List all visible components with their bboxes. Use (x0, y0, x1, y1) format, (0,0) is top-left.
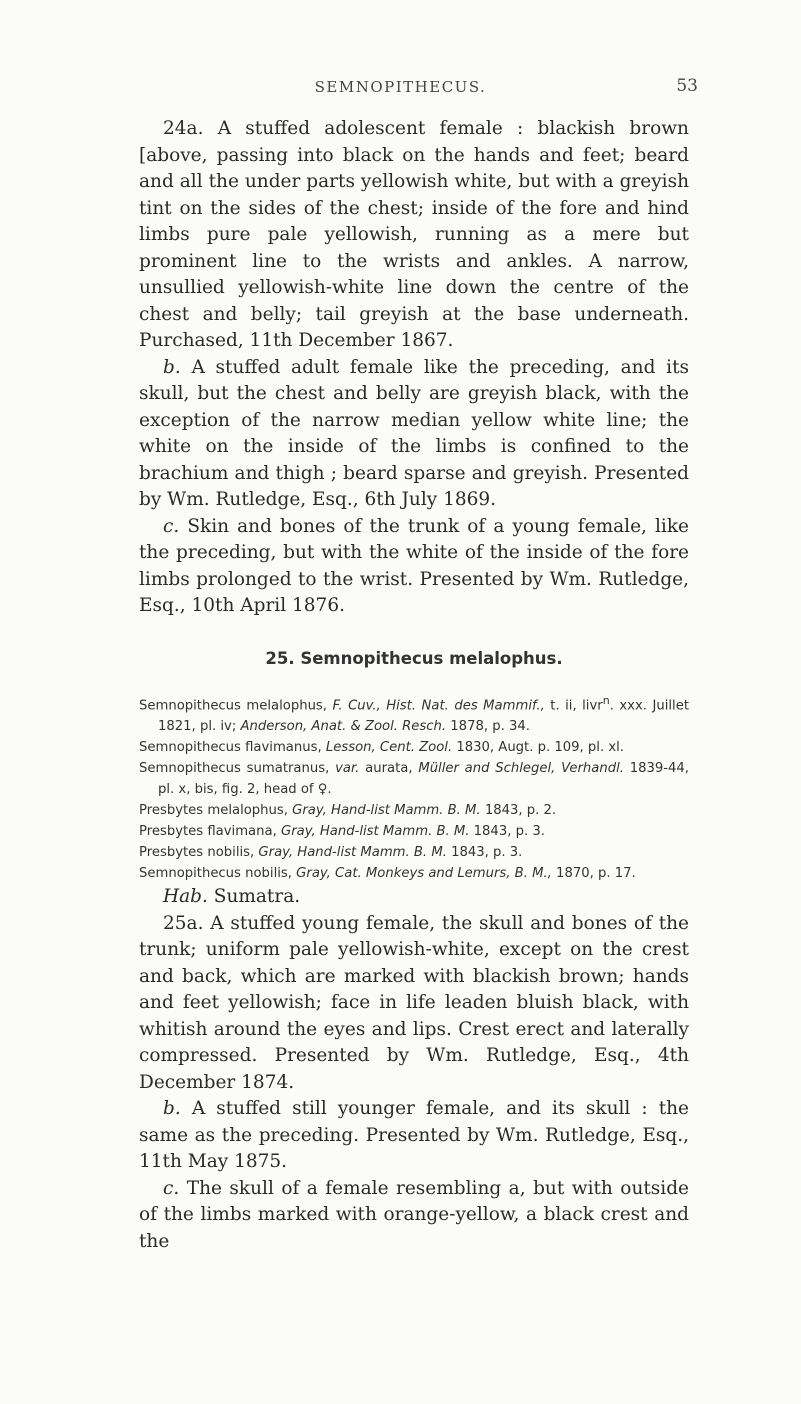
specimen-label: c. (163, 515, 180, 537)
synonym-name: Semnopithecus melalophus, (139, 698, 327, 714)
synonym-reference: Müller and Schlegel, Verhandl. (418, 761, 624, 777)
synonym-name: Semnopithecus sumatranus, (139, 761, 330, 777)
synonym-reference: Gray, Hand-list Mamm. B. M. (258, 845, 447, 861)
specimen-label: 25a. (163, 912, 204, 934)
specimen-group-25 (139, 911, 689, 1256)
synonym-name: Presbytes nobilis, (139, 845, 255, 861)
specimen-group-24 (139, 116, 689, 620)
specimen-label: b. (163, 356, 181, 378)
page-number: 53 (676, 76, 698, 96)
habitat (139, 884, 689, 911)
synonym-reference: . xxx. Juillet 1821, pl. iv; (158, 698, 689, 735)
synonym-entry (139, 821, 689, 842)
synonym-name: Semnopithecus flavimanus, (139, 740, 322, 756)
specimen-24b (139, 355, 689, 514)
synonym-reference: aurata, (359, 761, 419, 777)
synonym-entry (139, 737, 689, 758)
specimen-text: The skull of a female resembling a, but with outside of the limbs marked with orange-yellow, a black crest and the (139, 1177, 689, 1252)
specimen-label: b. (163, 1098, 181, 1120)
synonym-name: Presbytes melalophus, (139, 803, 288, 819)
specimen-text: A stuffed adult female like the preceding, and its skull, but the chest and belly are greyish black, with the exception of the narrow median yellow white line; the white on the inside of the limbs is confined to the brachium and thigh ; beard sparse and greyish. Presented by Wm. Rutledge, Esq., 6th July 1869. (139, 356, 689, 510)
specimen-text: A stuffed adolescent female : blackish brown [above, passing into black on the hands and feet; beard and all the under parts yellowish white, but with a greyish tint on the sides of the chest; inside of the fore and hind limbs pure pale yellowish, running as a mere but prominent line to the wrists and ankles. A narrow, unsullied yellowish-white line down the centre of the chest and belly; tail greyish at the base underneath. Purchased, 11th December 1867. (139, 118, 689, 351)
synonym-reference: Gray, Hand-list Mamm. B. M. (292, 803, 481, 819)
synonym-reference: 1830, Augt. p. 109, pl. xl. (452, 740, 624, 756)
synonym-reference: Anderson, Anat. & Zool. Resch. (240, 719, 447, 735)
synonym-reference: t. ii, livr (544, 698, 603, 714)
synonym-reference: 1870, p. 17. (551, 866, 636, 882)
synonym-reference: var. (335, 761, 360, 777)
synonym-reference: 1839-44, pl. x, bis, fig. 2, head of ♀. (158, 761, 689, 798)
running-head: SEMNOPITHECUS. (314, 78, 487, 96)
synonym-reference: 1843, p. 3. (446, 845, 523, 861)
synonym-name: Semnopithecus nobilis, (139, 866, 292, 882)
specimen-label: 24a. (163, 118, 204, 139)
synonymy-list (139, 690, 689, 884)
specimen-text: Skin and bones of the trunk of a young female, like the preceding, but with the white of the inside of the fore limbs prolonged to the wrist. Presented by Wm. Rutledge, Esq., 10th April 1876. (139, 515, 689, 616)
synonym-entry (139, 863, 689, 884)
body-text (139, 116, 689, 1255)
synonym-entry (139, 842, 689, 863)
specimen-text: A stuffed still younger female, and its skull : the same as the preceding. Presented by Wm. Rutledge, Esq., 11th May 1875. (139, 1098, 689, 1173)
species-heading: 25. Semnopithecus melalophus. (265, 648, 563, 668)
synonym-entry (139, 800, 689, 821)
synonym-entry (139, 758, 689, 800)
synonym-reference: Gray, Cat. Monkeys and Lemurs, B. M., (296, 866, 552, 882)
specimen-25a (139, 911, 689, 1097)
synonym-reference: 1878, p. 34. (446, 719, 530, 735)
habitat-label: Hab. (163, 886, 208, 908)
synonym-reference: Gray, Hand-list Mamm. B. M. (280, 824, 470, 840)
synonym-entry (139, 690, 689, 737)
synonym-reference: F. Cuv., Hist. Nat. des Mammif., (332, 698, 545, 714)
specimen-label: c. (163, 1177, 180, 1199)
synonym-name: Presbytes flavimana, (139, 824, 277, 840)
synonym-reference: 1843, p. 3. (469, 824, 545, 840)
specimen-24a (139, 116, 689, 355)
synonym-reference: Lesson, Cent. Zool. (325, 740, 453, 756)
specimen-24c (139, 514, 689, 620)
specimen-25c (139, 1176, 689, 1256)
synonym-reference: n (602, 694, 610, 707)
habitat-text: Sumatra. (207, 886, 301, 908)
synonym-reference: 1843, p. 2. (480, 803, 557, 819)
specimen-25b (139, 1096, 689, 1176)
specimen-text: A stuffed young female, the skull and bones of the trunk; uniform pale yellowish-white, except on the crest and back, which are marked with blackish brown; hands and feet yellowish; face in life leaden bluish black, with whitish around the eyes and lips. Crest erect and laterally compressed. Presented by Wm. Rutledge, Esq., 4th December 1874. (139, 912, 689, 1093)
